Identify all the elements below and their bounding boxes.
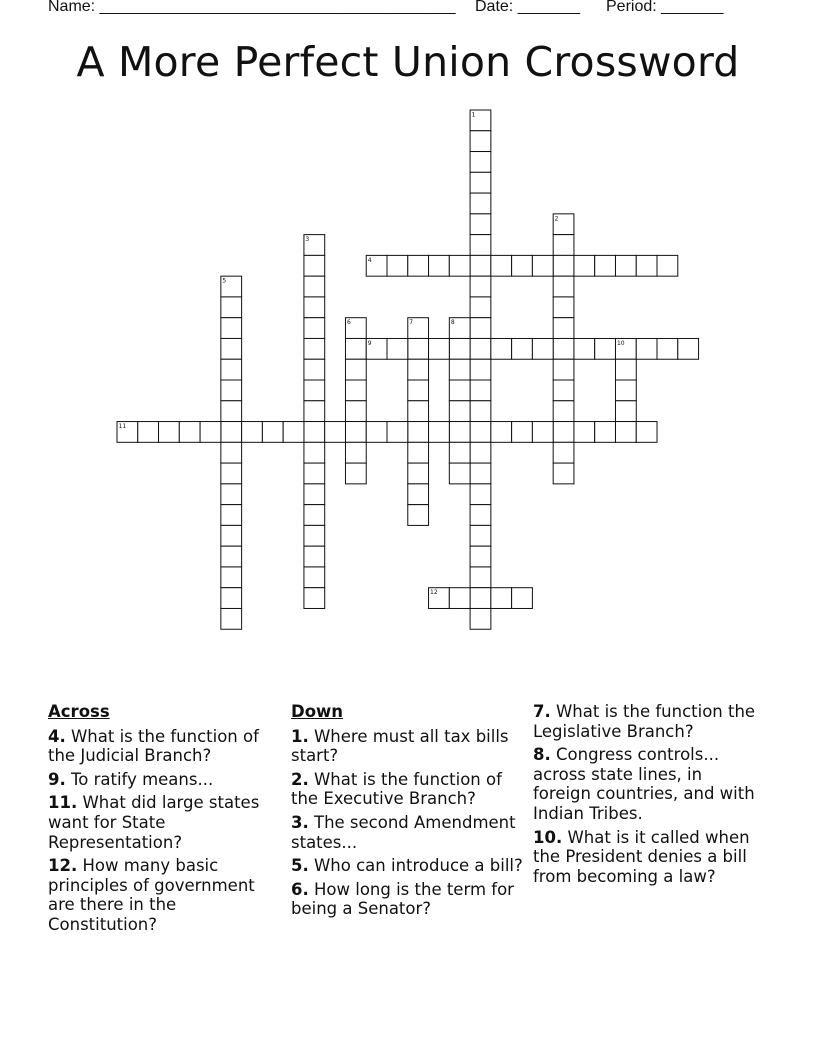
grid-cell[interactable]	[470, 172, 491, 193]
grid-cell[interactable]	[532, 422, 553, 443]
clue-text: Congress controls... across state lines, in foreign countries, and with Indian Tribes.	[533, 745, 755, 823]
grid-cell[interactable]	[221, 297, 242, 318]
across-heading: Across	[48, 702, 110, 721]
grid-cell[interactable]	[304, 525, 325, 546]
grid-cell[interactable]	[532, 338, 553, 359]
cell-number: 3	[305, 236, 310, 244]
clue-2	[291, 770, 523, 809]
clue-text: What did large states want for State Representation?	[48, 793, 260, 852]
grid-cell[interactable]	[470, 546, 491, 567]
clue-7	[533, 702, 765, 741]
grid-cell[interactable]	[678, 338, 699, 359]
grid-cell[interactable]	[221, 359, 242, 380]
clue-9	[48, 770, 280, 790]
grid-cell[interactable]	[449, 442, 470, 463]
clue-number: 5.	[291, 856, 309, 876]
grid-cell[interactable]	[408, 401, 429, 422]
grid-cell[interactable]	[408, 463, 429, 484]
grid-cell[interactable]	[408, 359, 429, 380]
cell-number: 7	[409, 319, 414, 327]
grid-cell[interactable]	[595, 338, 616, 359]
grid-cell[interactable]	[262, 422, 283, 443]
grid-cell[interactable]	[470, 131, 491, 152]
grid-cell[interactable]	[304, 422, 325, 443]
grid-cell[interactable]	[304, 380, 325, 401]
grid-cell[interactable]	[449, 463, 470, 484]
grid-cell[interactable]	[595, 255, 616, 276]
cell-number: 4	[367, 256, 372, 264]
grid-cell[interactable]	[449, 401, 470, 422]
grid-cell[interactable]	[532, 255, 553, 276]
clue-text: Where must all tax bills start?	[291, 726, 509, 766]
grid-cell[interactable]	[366, 422, 387, 443]
grid-cell[interactable]	[470, 152, 491, 173]
clue-text: The second Amendment states...	[291, 812, 516, 852]
grid-cell[interactable]	[345, 422, 366, 443]
clue-5	[291, 856, 523, 876]
clue-12	[48, 856, 280, 934]
grid-cell[interactable]	[304, 338, 325, 359]
grid-cell[interactable]	[345, 359, 366, 380]
grid-cell[interactable]	[470, 422, 491, 443]
grid-cell[interactable]	[221, 380, 242, 401]
grid-cell[interactable]	[387, 255, 408, 276]
grid-cell[interactable]	[470, 463, 491, 484]
grid-cell[interactable]	[574, 422, 595, 443]
grid-cell[interactable]	[512, 255, 533, 276]
grid-cell[interactable]	[470, 442, 491, 463]
grid-cell[interactable]	[657, 338, 678, 359]
name-field[interactable]: Name: ________________________________________	[48, 0, 456, 15]
grid-cell[interactable]	[304, 359, 325, 380]
clue-text: What is the function of the Judicial Branch?	[48, 726, 259, 766]
clue-number: 10.	[533, 827, 563, 847]
clue-8	[533, 745, 765, 823]
cell-number: 11	[118, 423, 127, 431]
grid-cell[interactable]	[242, 422, 263, 443]
across-clue-list	[48, 727, 280, 935]
clue-text: What is the function the Legislative Branch?	[533, 702, 756, 741]
grid-cell[interactable]	[221, 463, 242, 484]
grid-cell[interactable]	[408, 422, 429, 443]
clue-11	[48, 793, 280, 852]
grid-cell[interactable]	[304, 442, 325, 463]
clue-number: 8.	[533, 745, 551, 765]
grid-cell[interactable]	[470, 235, 491, 256]
clue-10	[533, 828, 765, 887]
clue-text: How many basic principles of government are there in the Constitution?	[48, 856, 255, 934]
clue-1	[291, 727, 523, 766]
grid-cell[interactable]	[408, 255, 429, 276]
grid-cell[interactable]	[449, 338, 470, 359]
grid-cell[interactable]	[221, 546, 242, 567]
grid-cell[interactable]	[553, 359, 574, 380]
clue-number: 3.	[291, 812, 309, 832]
grid-cell[interactable]	[159, 422, 180, 443]
grid-cell[interactable]	[470, 255, 491, 276]
grid-cell[interactable]	[221, 567, 242, 588]
grid-cell[interactable]	[221, 442, 242, 463]
clue-number: 7.	[533, 702, 551, 721]
down-clues	[291, 702, 523, 923]
cell-number: 12	[430, 589, 438, 597]
grid-cell[interactable]	[221, 338, 242, 359]
page-title: A More Perfect Union Crossword	[76, 38, 740, 86]
grid-cell[interactable]	[470, 484, 491, 505]
grid-cell[interactable]	[491, 338, 512, 359]
cell-number: 6	[346, 319, 351, 327]
clue-6	[291, 880, 523, 919]
clue-number: 1.	[291, 726, 309, 746]
grid-cell[interactable]	[470, 380, 491, 401]
grid-cell[interactable]	[429, 338, 450, 359]
grid-cell[interactable]	[449, 255, 470, 276]
grid-cell[interactable]	[470, 588, 491, 609]
down-clue-list	[291, 727, 523, 919]
grid-cell[interactable]	[221, 422, 242, 443]
grid-cell[interactable]	[470, 193, 491, 214]
clue-4	[48, 727, 280, 766]
grid-cell[interactable]	[553, 235, 574, 256]
grid-cell[interactable]	[491, 255, 512, 276]
grid-cell[interactable]	[387, 338, 408, 359]
grid-cell[interactable]	[345, 380, 366, 401]
grid-cell[interactable]	[553, 380, 574, 401]
grid-cell[interactable]	[221, 525, 242, 546]
grid-cell[interactable]	[470, 525, 491, 546]
grid-cell[interactable]	[574, 338, 595, 359]
grid-cell[interactable]	[179, 422, 200, 443]
clue-text: Who can introduce a bill?	[308, 856, 523, 876]
grid-cell[interactable]	[429, 422, 450, 443]
grid-cell[interactable]	[615, 380, 636, 401]
grid-cell[interactable]	[615, 401, 636, 422]
grid-cell[interactable]	[636, 255, 657, 276]
clue-text: What is it called when the President denies a bill from becoming a law?	[533, 827, 750, 886]
grid-cell[interactable]	[304, 255, 325, 276]
grid-cell[interactable]	[138, 422, 159, 443]
grid-cell[interactable]	[408, 484, 429, 505]
clue-number: 4.	[48, 726, 66, 746]
grid-cell[interactable]	[553, 255, 574, 276]
grid-cell[interactable]	[491, 588, 512, 609]
grid-cell[interactable]	[512, 338, 533, 359]
grid-cell[interactable]	[636, 422, 657, 443]
grid-cell[interactable]	[470, 297, 491, 318]
grid-cell[interactable]	[304, 318, 325, 339]
grid-cell[interactable]	[553, 338, 574, 359]
cell-number: 8	[450, 319, 455, 327]
grid-cell[interactable]	[470, 338, 491, 359]
grid-cell[interactable]	[408, 442, 429, 463]
grid-cell[interactable]	[221, 588, 242, 609]
clue-text: To ratify means...	[65, 769, 214, 789]
grid-cell[interactable]	[553, 318, 574, 339]
grid-cell[interactable]	[512, 422, 533, 443]
grid-cell[interactable]	[449, 380, 470, 401]
grid-cell[interactable]	[553, 422, 574, 443]
grid-cell[interactable]	[429, 255, 450, 276]
grid-cell[interactable]	[387, 422, 408, 443]
grid-cell[interactable]	[304, 297, 325, 318]
grid-cell[interactable]	[304, 276, 325, 297]
grid-cell[interactable]	[449, 422, 470, 443]
grid-cell[interactable]	[408, 338, 429, 359]
grid-cell[interactable]	[470, 276, 491, 297]
grid-cell[interactable]	[408, 505, 429, 526]
clue-number: 2.	[291, 769, 309, 789]
cell-number: 5	[222, 277, 227, 285]
grid-cell[interactable]	[221, 318, 242, 339]
grid-cell[interactable]	[283, 422, 304, 443]
clue-number: 9.	[48, 769, 66, 789]
grid-cell[interactable]	[615, 422, 636, 443]
grid-cell[interactable]	[553, 276, 574, 297]
grid-cell[interactable]	[636, 338, 657, 359]
cell-number: 10	[616, 339, 625, 347]
cell-number: 1	[471, 111, 476, 119]
grid-cell[interactable]	[553, 297, 574, 318]
clue-text: What is the function of the Executive Branch?	[291, 769, 502, 809]
grid-cell[interactable]	[345, 442, 366, 463]
clue-text: How long is the term for being a Senator?	[291, 879, 514, 919]
cell-number: 9	[367, 339, 372, 347]
grid-cell[interactable]	[553, 442, 574, 463]
cell-number: 2	[554, 215, 559, 223]
grid-cell[interactable]	[615, 255, 636, 276]
grid-cell[interactable]	[449, 588, 470, 609]
grid-cell[interactable]	[470, 567, 491, 588]
grid-cell[interactable]	[221, 608, 242, 629]
grid-cell[interactable]	[553, 401, 574, 422]
grid-cell[interactable]	[470, 318, 491, 339]
grid-cell[interactable]	[574, 255, 595, 276]
grid-cell[interactable]	[657, 255, 678, 276]
down-clues-continued	[533, 702, 765, 890]
grid-cell[interactable]	[221, 401, 242, 422]
grid-cell[interactable]	[221, 505, 242, 526]
clue-number: 6.	[291, 879, 309, 899]
grid-cell[interactable]	[304, 401, 325, 422]
grid-cell[interactable]	[595, 422, 616, 443]
down-heading: Down	[291, 702, 344, 721]
grid-cell[interactable]	[449, 359, 470, 380]
grid-cell[interactable]	[470, 608, 491, 629]
grid-cell[interactable]	[345, 338, 366, 359]
date-field[interactable]: Date: _______	[475, 0, 580, 15]
grid-cell[interactable]	[408, 380, 429, 401]
grid-cell[interactable]	[200, 422, 221, 443]
grid-cell[interactable]	[304, 505, 325, 526]
across-clues	[48, 702, 280, 939]
grid-cell[interactable]	[470, 505, 491, 526]
clue-number: 12.	[48, 856, 78, 876]
grid-cell[interactable]	[304, 588, 325, 609]
grid-cell[interactable]	[304, 484, 325, 505]
grid-cell[interactable]	[325, 422, 346, 443]
grid-cell[interactable]	[221, 484, 242, 505]
grid-cell[interactable]	[345, 401, 366, 422]
grid-cell[interactable]	[304, 463, 325, 484]
clue-3	[291, 813, 523, 852]
grid-cell[interactable]	[470, 359, 491, 380]
grid-cell[interactable]	[470, 214, 491, 235]
grid-cell[interactable]	[512, 588, 533, 609]
grid-cell[interactable]	[470, 401, 491, 422]
grid-cell[interactable]	[553, 463, 574, 484]
down-clue-list-continued	[533, 702, 765, 886]
grid-cell[interactable]	[491, 422, 512, 443]
grid-cell[interactable]	[304, 546, 325, 567]
period-field[interactable]: Period: _______	[606, 0, 724, 15]
grid-cell[interactable]	[304, 567, 325, 588]
grid-cell[interactable]	[615, 359, 636, 380]
clue-number: 11.	[48, 793, 78, 813]
grid-cell[interactable]	[345, 463, 366, 484]
